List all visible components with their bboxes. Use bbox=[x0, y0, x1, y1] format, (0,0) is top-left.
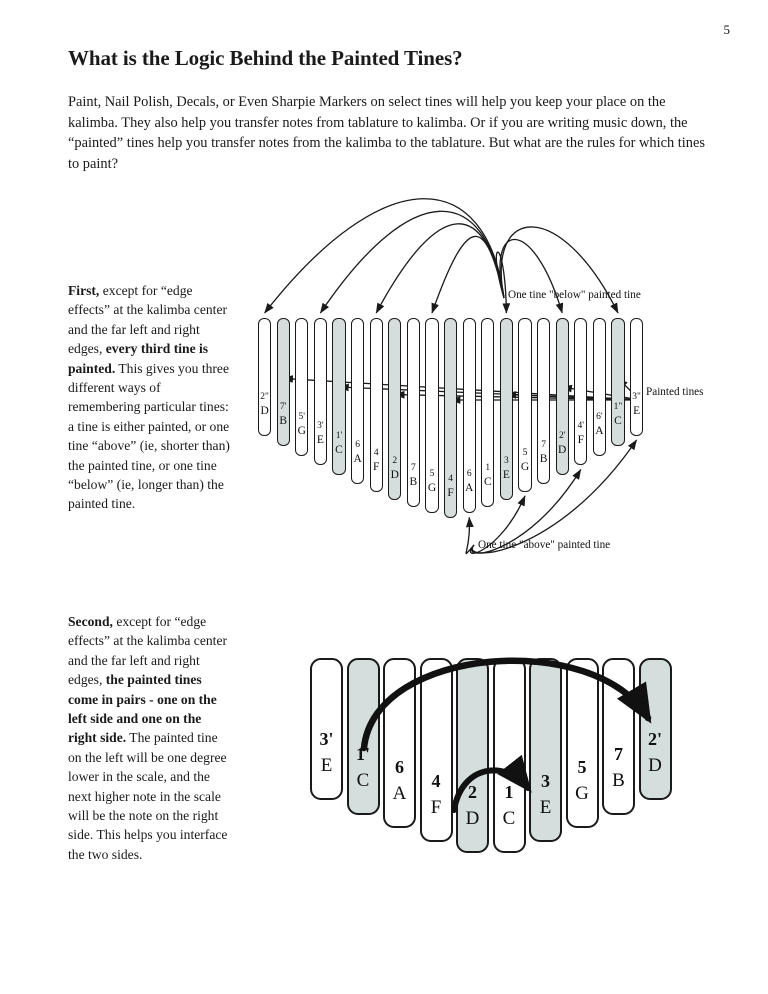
tine-note: E bbox=[539, 796, 552, 818]
tine-number: 6 bbox=[395, 757, 404, 778]
tine-note: A bbox=[465, 482, 474, 495]
tine-note: C bbox=[502, 808, 516, 830]
page-title: What is the Logic Behind the Painted Tines? bbox=[68, 46, 463, 71]
tine-note: F bbox=[447, 487, 454, 499]
tine-note: G bbox=[575, 783, 589, 805]
section-second-body-1: except for “edge effects” at the kalimba center and the far left and right edges, bbox=[68, 614, 228, 688]
tine-number: 5' bbox=[298, 411, 306, 422]
tine-note: G bbox=[520, 460, 530, 473]
arc-one-tine-above bbox=[472, 440, 636, 553]
tine-note: A bbox=[353, 452, 362, 465]
tine-note: D bbox=[558, 443, 567, 456]
tine bbox=[574, 318, 587, 465]
tine-number: 6 bbox=[466, 469, 472, 480]
tine-number: 4 bbox=[431, 770, 441, 791]
tine-note: C bbox=[335, 443, 343, 456]
tine-note: C bbox=[483, 476, 492, 489]
tine-number: 4 bbox=[373, 447, 379, 458]
tine-number: 1' bbox=[335, 430, 343, 441]
tine-note: C bbox=[614, 415, 622, 428]
section-first-lead: First, bbox=[68, 283, 100, 298]
tine-note: A bbox=[595, 424, 604, 437]
tine-number: 1' bbox=[355, 743, 370, 764]
tine bbox=[518, 318, 531, 492]
tine-note: C bbox=[356, 769, 370, 791]
tine-note: G bbox=[427, 482, 437, 495]
annotation-one-tine-above: One tine "above" painted tine bbox=[478, 539, 611, 551]
tine-number: 7 bbox=[614, 743, 623, 764]
intro-paragraph: Paint, Nail Polish, Decals, or Even Sharpie Markers on select tines will help you keep your place on the kalimba. They also help you transfer notes from tablature to kalimba. Or if you are writing music down, the “painted” tines help you transfer notes from the kalimba to the tablature. But what are the rules for which tines to paint? bbox=[68, 94, 705, 172]
tine-note: E bbox=[633, 405, 641, 417]
tine bbox=[481, 318, 494, 507]
tine bbox=[370, 318, 383, 492]
tine-note: B bbox=[409, 476, 418, 489]
tine-note: F bbox=[577, 434, 584, 447]
tine bbox=[258, 318, 271, 436]
diagram-bottom-pair-arrows bbox=[296, 628, 716, 898]
section-first-body-3: This gives you three different ways of remembering particular tines: a tine is either painted, or one tine “above” (ie, shorter than) the painted tine, or one tine “below” (ie, longer than) the painted tine. bbox=[68, 360, 230, 512]
tine-note: G bbox=[297, 424, 306, 437]
arc-one-tine-below bbox=[500, 239, 562, 313]
tine bbox=[537, 318, 550, 484]
section-first-body-1: except for “edge effects” at the kalimba center and the far left and right edges, bbox=[68, 283, 228, 357]
page-number: 5 bbox=[723, 22, 730, 37]
tine-note: A bbox=[392, 783, 407, 805]
tine-number: 3 bbox=[541, 770, 550, 791]
section-second-lead: Second, bbox=[68, 614, 113, 629]
kalimba-diagram-bottom bbox=[296, 628, 716, 898]
tine bbox=[556, 318, 569, 475]
arc-one-tine-below bbox=[265, 199, 504, 313]
tine-number: 4' bbox=[577, 421, 585, 432]
tine-number: 2 bbox=[392, 455, 398, 466]
tine bbox=[314, 318, 327, 465]
tine-note: F bbox=[430, 796, 442, 818]
tine-note: B bbox=[279, 415, 288, 428]
tine-number: 3' bbox=[319, 729, 334, 749]
tine-number: 5 bbox=[429, 469, 435, 480]
tine bbox=[500, 318, 513, 500]
arc-one-tine-below bbox=[320, 211, 504, 313]
tine-note: E bbox=[320, 755, 333, 776]
tine-number: 7 bbox=[411, 463, 416, 474]
tine bbox=[425, 318, 438, 513]
tine-number: 2' bbox=[558, 430, 566, 441]
tine bbox=[332, 318, 345, 475]
tine bbox=[611, 318, 624, 446]
tine-note: B bbox=[612, 769, 625, 791]
tine-number: 4 bbox=[448, 474, 453, 484]
tine bbox=[593, 318, 606, 456]
tine-number: 3 bbox=[504, 455, 509, 466]
section-first-text bbox=[68, 281, 233, 514]
tine-number: 5 bbox=[522, 447, 528, 458]
tine-number: 7' bbox=[279, 402, 287, 413]
tine-number: 6' bbox=[596, 411, 603, 422]
tine-note: D bbox=[465, 808, 480, 830]
tine-number: 1 bbox=[504, 782, 514, 803]
tine bbox=[630, 318, 643, 436]
tine bbox=[463, 318, 476, 513]
tine-number: 1 bbox=[485, 463, 491, 474]
section-first-bold-2: every third tine is painted. bbox=[68, 341, 209, 376]
tine-number: 2' bbox=[647, 729, 662, 749]
tine bbox=[388, 318, 401, 500]
arc-one-tine-below bbox=[432, 236, 504, 313]
annotation-one-tine-below: One tine "below" painted tine bbox=[508, 289, 641, 301]
tine-number: 6 bbox=[355, 439, 360, 450]
tine-number: 3" bbox=[632, 392, 641, 402]
tine bbox=[295, 318, 308, 456]
tine-note: E bbox=[316, 434, 324, 447]
tine-number: 2 bbox=[468, 782, 477, 803]
tine-note: D bbox=[390, 468, 399, 481]
tine-number: 2" bbox=[260, 392, 269, 402]
tine-note: B bbox=[539, 452, 548, 465]
tine-note: D bbox=[260, 405, 269, 417]
annotation-painted-tines: Painted tines bbox=[646, 386, 704, 398]
tine bbox=[277, 318, 290, 446]
tine-number: 3' bbox=[317, 421, 324, 432]
tine bbox=[407, 318, 420, 507]
tine-number: 5 bbox=[577, 757, 587, 778]
tine-number: 1" bbox=[613, 402, 623, 413]
tine-number: 7 bbox=[541, 439, 546, 450]
section-second-text bbox=[68, 612, 233, 864]
tine bbox=[351, 318, 364, 484]
tine-note: D bbox=[648, 755, 662, 776]
tine bbox=[444, 318, 457, 518]
tine-note: F bbox=[372, 460, 380, 473]
kalimba-diagram-top bbox=[246, 214, 756, 574]
section-second-body-3: The painted tine on the left will be one degree lower in the scale, and the next higher note in the scale will be the note on the right side. This helps you interface the two sides. bbox=[68, 730, 228, 862]
section-second-bold-2: the painted tines come in pairs - one on the left side and one on the right side. bbox=[68, 672, 217, 746]
tine-note: E bbox=[502, 468, 510, 481]
